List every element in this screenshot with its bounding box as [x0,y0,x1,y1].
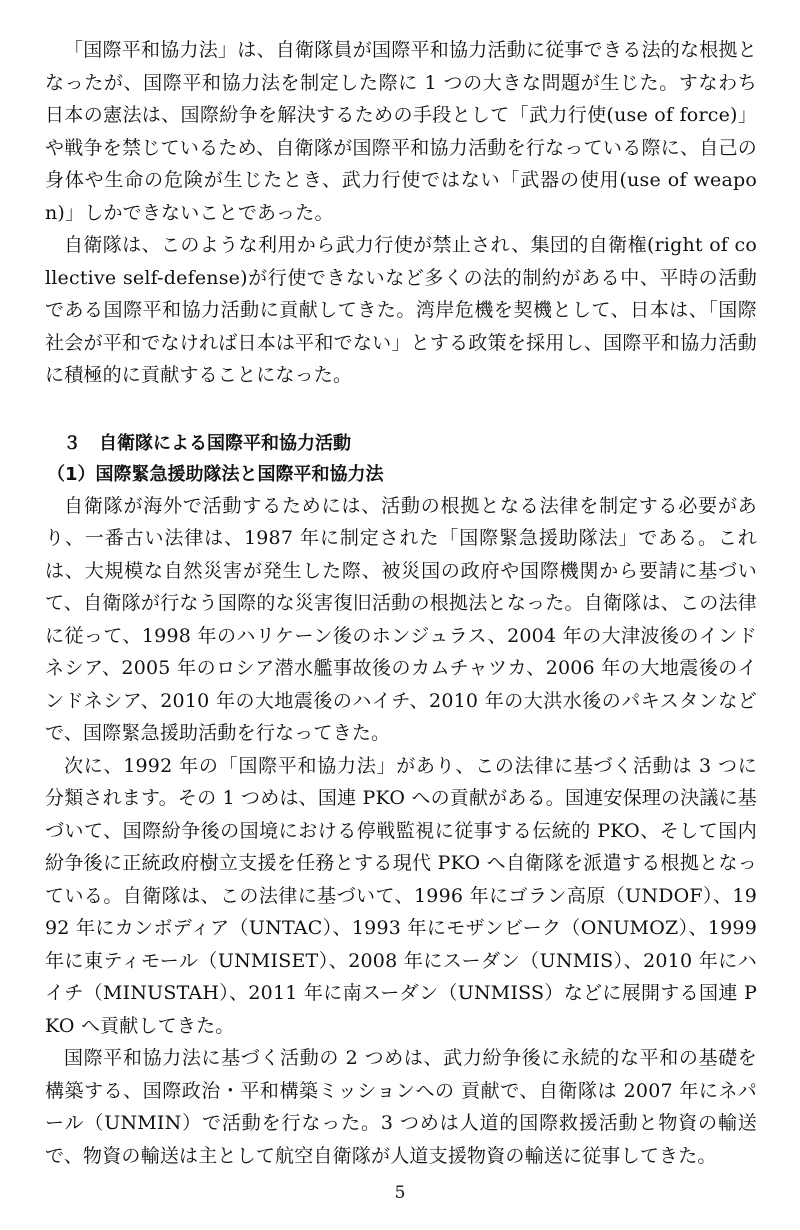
section-spacer [45,392,757,428]
body-paragraph: 「国際平和協力法」は、自衛隊員が国際平和協力活動に従事できる法的な根拠となったが、国際平和協力法を制定した際に 1 つの大きな問題が生じた。すなわち日本の憲法は、国際紛争を解決するための手段として「武力行使(use of force)」や戦争を禁じているため、自衛隊が国際平和協力活動を行なっている際に、自己の身体や生命の危険が生じたとき、武力行使ではない「武器の使用(use of weapon)」しかできないことであった。 [45,39,757,224]
body-paragraph: 国際平和協力法に基づく活動の 2 つめは、武力紛争後に永続的な平和の基礎を構築する、国際政治・平和構築ミッションへの 貢献で、自衛隊は 2007 年にネパール（UNMIN）で活動を行なった。3 つめは人道的国際救援活動と物資の輸送で、物資の輸送は主として航空自衛隊が人道支援物資の輸送に従事してきた。 [45,1047,757,1167]
section-heading: ３ 自衛隊による国際平和協力活動 [63,432,351,454]
body-paragraph: 自衛隊は、このような利用から武力行使が禁止され、集団的自衛権(right of collective self-defense)が行使できないなど多くの法的制約がある中、平時の活動である国際平和協力活動に貢献してきた。湾岸危機を契機として、日本は、「国際社会が平和でなければ日本は平和でない」とする政策を採用し、国際平和協力活動に積極的に貢献することになった。 [45,234,757,386]
document-page [45,34,757,1172]
body-paragraph: 次に、1992 年の「国際平和協力法」があり、この法律に基づく活動は 3 つに分類されます。その 1 つめは、国連 PKO への貢献がある。国連安保理の決議に基づいて、国際紛争後の国境における停戦監視に従事する伝統的 PKO、そして国内紛争後に正統政府樹立支援を任務とする現代 PKO へ自衛隊を派遣する根拠となっている。自衛隊は、この法律に基づいて、1996 年にゴラン高原（UNDOF）、1992 年にカンボディア（UNTAC）、1993 年にモザンビーク（ONUMOZ）、1999 年に東ティモール（UNMISET）、2008 年にスーダン（UNMIS）、2010 年にハイチ（MINUSTAH）、2011 年に南スーダン（UNMISS）などに展開する国連 PKO へ貢献してきた。 [45,754,757,1037]
page-number: 5 [394,1183,406,1203]
subsection-heading: （1）国際緊急援助隊法と国際平和協力法 [47,463,384,485]
body-paragraph: 自衛隊が海外で活動するためには、活動の根拠となる法律を制定する必要があり、一番古い法律は、1987 年に制定された「国際緊急援助隊法」である。これは、大規模な自然災害が発生した際、被災国の政府や国際機関から要請に基づいて、自衛隊が行なう国際的な災害復旧活動の根拠法となった。自衛隊は、この法律に従って、1998 年のハリケーン後のホンジュラス、2004 年の大津波後のインドネシア、2005 年のロシア潜水艦事故後のカムチャツカ、2006 年の大地震後のインドネシア、2010 年の大地震後のハイチ、2010 年の大洪水後のパキスタンなどで、国際緊急援助活動を行なってきた。 [45,494,757,744]
